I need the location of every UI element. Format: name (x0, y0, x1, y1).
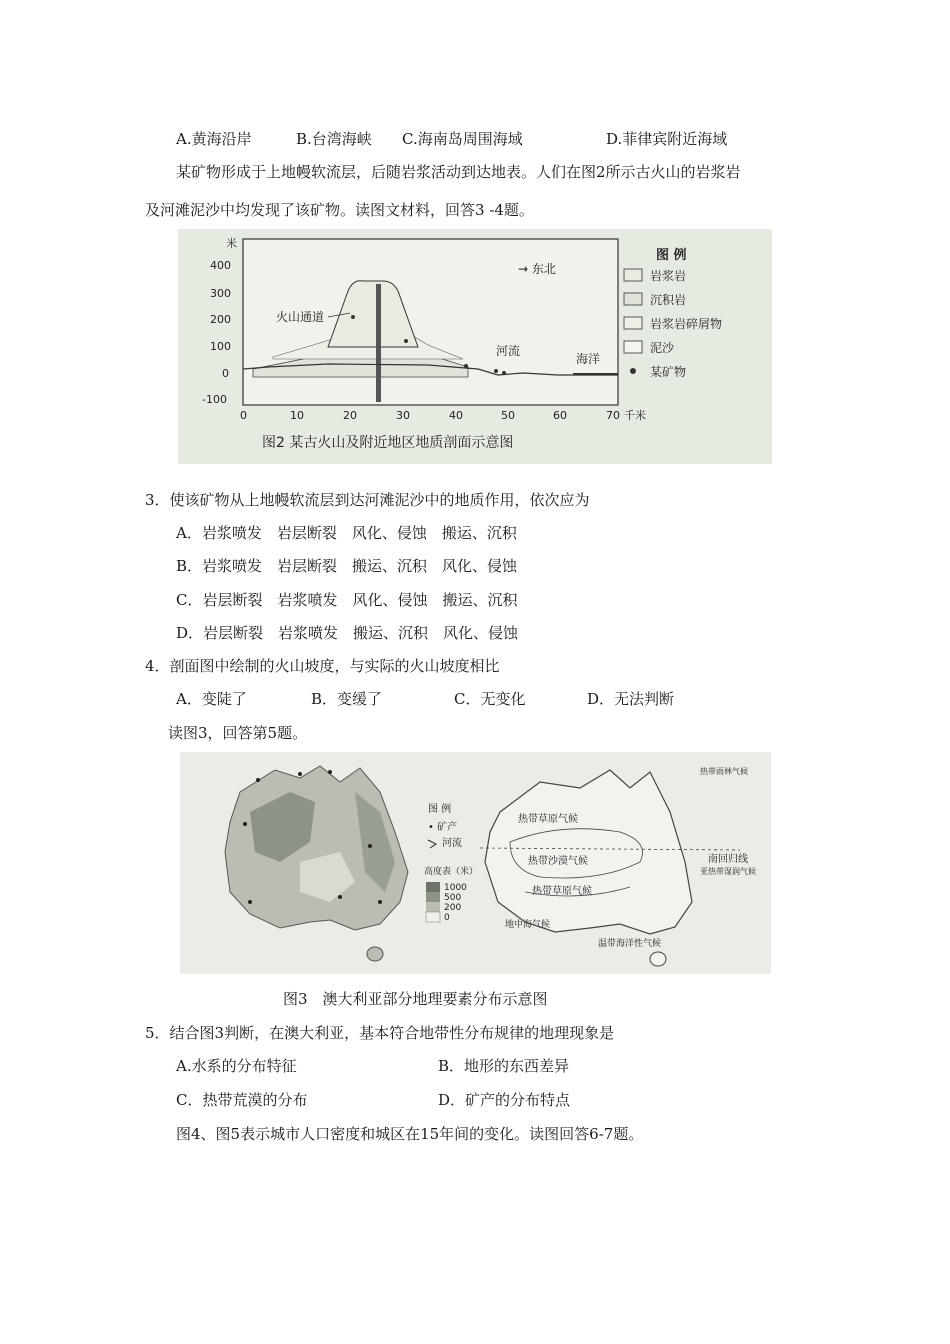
fig2-x-tick: 0 (240, 409, 247, 422)
q5-option-a: A.水系的分布特征 (176, 1057, 297, 1075)
fig2-volcanic-vent (376, 284, 381, 402)
fig3-legend-mine: • 矿产 (428, 822, 458, 833)
q3-option-a: A．岩浆喷发 岩层断裂 风化、侵蚀 搬运、沉积 (176, 524, 517, 542)
q5-option-d: D．矿产的分布特点 (438, 1091, 571, 1109)
fig2-legend-swatch (624, 293, 642, 305)
fig3-climate: 热带草原气候 (532, 886, 592, 897)
fig2-x-tick: 30 (396, 409, 410, 422)
fig2-legend-item: 某矿物 (650, 365, 687, 379)
fig2-mineral-dot (464, 364, 468, 368)
fig2-mineral-dot (351, 315, 355, 319)
fig2-x-tick: 20 (343, 409, 357, 422)
fig2-label-river: 河流 (496, 344, 521, 358)
fig2-legend-item: 岩浆岩 (650, 269, 687, 283)
fig3-legend-river: 河流 (442, 838, 462, 849)
fig2-legend-dot (630, 368, 636, 374)
fig3-tasmania-left (367, 947, 383, 961)
fig2-x-tick: 70 (606, 409, 620, 422)
fig3-climate: 热带沙漠气候 (528, 856, 588, 867)
fig2-x-tick: 50 (501, 409, 515, 422)
intro-3-4-line2: 及河滩泥沙中均发现了该矿物。读图文材料，回答3 -4题。 (145, 201, 534, 219)
q5-stem: 5．结合图3判断，在澳大利亚，基本符合地带性分布规律的地理现象是 (145, 1024, 615, 1042)
q5-option-b: B．地形的东西差异 (438, 1057, 570, 1075)
fig2-y-tick: 300 (210, 287, 231, 300)
q3-stem: 3．使该矿物从上地幔软流层到达河滩泥沙中的地质作用，依次应为 (145, 491, 590, 509)
q2-option-c: C.海南岛周围海域 (402, 130, 523, 148)
figure-2-geologic-profile (178, 229, 772, 464)
fig2-y-tick: 400 (210, 259, 231, 272)
fig3-climate: 亚热带湿润气候 (700, 867, 756, 876)
q3-option-c: C．岩层断裂 岩浆喷发 风化、侵蚀 搬运、沉积 (176, 591, 518, 609)
fig2-x-tick: 60 (553, 409, 567, 422)
fig2-label-ocean: 海洋 (576, 352, 601, 366)
fig3-tropic-label: 南回归线 (708, 854, 748, 865)
fig3-climate-map (485, 770, 692, 934)
fig2-y-tick: 100 (210, 340, 231, 353)
q2-option-b: B.台湾海峡 (296, 130, 372, 148)
q2-option-d: D.菲律宾附近海域 (606, 130, 728, 148)
fig2-x-tick: 10 (290, 409, 304, 422)
q3-option-b: B．岩浆喷发 岩层断裂 搬运、沉积 风化、侵蚀 (176, 557, 518, 575)
intro-5: 读图3，回答第5题。 (168, 724, 308, 742)
q3-option-d: D．岩层断裂 岩浆喷发 搬运、沉积 风化、侵蚀 (176, 624, 519, 642)
fig3-climate: 温带海洋性气候 (598, 939, 662, 949)
fig3-elev-tick: 0 (444, 913, 450, 923)
fig2-legend-item: 岩浆岩碎屑物 (650, 317, 723, 331)
fig3-tasmania-right (650, 952, 666, 966)
q4-option-b: B．变缓了 (311, 690, 383, 708)
fig3-elev-tick: 1000 (444, 883, 467, 893)
fig3-legend-title: 图 例 (428, 804, 452, 815)
fig2-y-tick: -100 (202, 393, 227, 406)
q4-option-d: D．无法判断 (587, 690, 675, 708)
fig2-legend-title: 图 例 (656, 248, 687, 263)
fig2-mineral-dot (502, 371, 506, 375)
intro-6-7: 图4、图5表示城市人口密度和城区在15年间的变化。读图回答6-7题。 (176, 1125, 644, 1143)
fig2-label-vent: 火山通道 (276, 310, 325, 324)
fig2-y-unit: 米 (226, 237, 237, 250)
fig3-climate: 热带雨林气候 (700, 767, 748, 776)
fig3-caption: 图3 澳大利亚部分地理要素分布示意图 (283, 990, 548, 1008)
intro-3-4-line1: 某矿物形成于上地幔软流层，后随岩浆活动到达地表。人们在图2所示古火山的岩浆岩 (176, 163, 741, 181)
q5-option-c: C．热带荒漠的分布 (176, 1091, 308, 1109)
fig2-direction: → 东北 (518, 262, 556, 276)
fig2-mineral-dot (494, 369, 498, 373)
fig2-legend-swatch (624, 317, 642, 329)
fig2-x-unit: 千米 (624, 409, 646, 422)
fig2-y-tick: 0 (222, 367, 229, 380)
fig2-legend-item: 泥沙 (650, 341, 675, 355)
fig3-elev-tick: 200 (444, 903, 462, 913)
fig3-climate: 地中海气候 (505, 920, 551, 930)
fig3-elev-title: 高度表（米） (424, 867, 479, 877)
fig3-elev-tick: 500 (444, 893, 462, 903)
fig2-legend-swatch (624, 269, 642, 281)
fig2-legend-swatch (624, 341, 642, 353)
q4-option-c: C．无变化 (454, 690, 526, 708)
fig2-legend-item: 沉积岩 (650, 293, 687, 307)
fig2-y-tick: 200 (210, 313, 231, 326)
q4-option-a: A．变陡了 (176, 690, 247, 708)
fig2-x-tick: 40 (449, 409, 463, 422)
q4-stem: 4．剖面图中绘制的火山坡度，与实际的火山坡度相比 (145, 657, 500, 675)
fig2-mineral-dot (404, 339, 408, 343)
fig2-caption: 图2 某古火山及附近地区地质剖面示意图 (262, 435, 514, 451)
fig3-climate: 热带草原气候 (518, 814, 578, 825)
q2-option-a: A.黄海沿岸 (176, 130, 252, 148)
figure-3-australia-maps (180, 752, 771, 974)
